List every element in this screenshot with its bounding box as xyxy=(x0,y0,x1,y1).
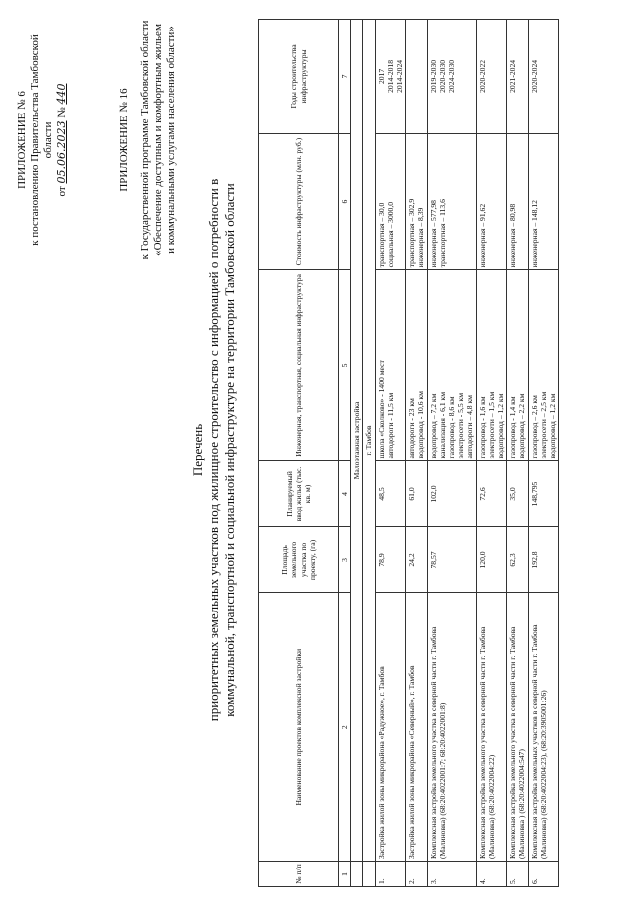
col-number: 4 xyxy=(339,461,351,527)
row-number: 6. xyxy=(528,861,559,886)
handwritten-date: 05.06.2023 xyxy=(55,120,68,184)
appendix-6-basis: к постановлению Правительства Тамбовской области xyxy=(29,34,54,246)
infrastructure-value: школа «Сколково» - 1400 мест автодороги - 11,5 км xyxy=(375,270,406,461)
area-value: 78,57 xyxy=(427,527,476,593)
header-project-name: Наименование проектов комплексной застройки xyxy=(259,593,339,862)
years-value: 2019-2030 2020-2030 2024-2030 xyxy=(427,20,476,134)
appendix-16-title: ПРИЛОЖЕНИЕ № 16 xyxy=(118,88,130,192)
cost-value: инженерная – 148,12 xyxy=(528,133,559,270)
housing-value: 102,0 xyxy=(427,461,476,527)
table-row xyxy=(375,20,406,887)
project-name: Комплексная застройка земельных участков в северной части г. Тамбова (Малиновка) (68:20:4022004:23), (68:20:3905001:26) xyxy=(528,593,559,862)
cost-value: инженерная – 80,98 xyxy=(507,133,528,270)
header-area: Площадь земельного участка по проекту, (га) xyxy=(259,527,339,593)
housing-value: 48,5 xyxy=(375,461,406,527)
years-value: 2017 2014-2018 2014-2024 xyxy=(375,20,406,134)
years-value: 2021-2024 xyxy=(507,20,528,134)
header-infrastructure: Инженерная, транспортная, социальная инфраструктура xyxy=(259,270,339,461)
years-value xyxy=(406,20,427,134)
col-number: 5 xyxy=(339,270,351,461)
cost-value: инженерная – 577,98 транспортная – 113,6 xyxy=(427,133,476,270)
infrastructure-value: водопровод – 7,2 км канализация - 6,1 км газопровод - 8,6 км электросети - 5,5 км автодороги – 4,8 км xyxy=(427,270,476,461)
appendix-6-date-line xyxy=(55,15,69,265)
header-number: № п/п xyxy=(259,861,339,886)
cost-value: транспортная – 302,9 инженерная – 8,39 xyxy=(406,133,427,270)
years-value: 2020-2022 xyxy=(476,20,507,134)
row-number: 1. xyxy=(375,861,406,886)
area-value: 78,9 xyxy=(375,527,406,593)
housing-value: 61,0 xyxy=(406,461,427,527)
area-value: 120,0 xyxy=(476,527,507,593)
appendix-16-line-3: и коммунальными услугами населения области» xyxy=(165,26,177,254)
housing-value: 148,795 xyxy=(528,461,559,527)
housing-value: 35,0 xyxy=(507,461,528,527)
appendix-16-header xyxy=(118,15,178,265)
group-row-city xyxy=(363,20,375,887)
row-number: 5. xyxy=(507,861,528,886)
infrastructure-value: автодороги - 23 км водопровод - 10,6 км xyxy=(406,270,427,461)
header-years: Годы строительства инфраструктуры xyxy=(259,20,339,134)
years-value: 2020-2024 xyxy=(528,20,559,134)
group-city-label: г. Тамбов xyxy=(363,20,375,862)
group-row-low-rise xyxy=(351,20,363,887)
area-value: 62,3 xyxy=(507,527,528,593)
col-number: 1 xyxy=(339,861,351,886)
area-value: 24,2 xyxy=(406,527,427,593)
project-name: Застройка жилой зоны микрорайона «Северный», г. Тамбов xyxy=(406,593,427,862)
row-number: 3. xyxy=(427,861,476,886)
table-row xyxy=(507,20,528,887)
infrastructure-value: газопровод - 1,6 км электросети – 1,5 км водопровод – 1,2 км xyxy=(476,270,507,461)
project-name: Комплексная застройка земельного участка в северной части г. Тамбова (Малиновка ) (68:20:4022004:547) xyxy=(507,593,528,862)
project-name: Застройка жилой зоны микрорайона «Радужное», г. Тамбов xyxy=(375,593,406,862)
appendix-6-header xyxy=(16,15,69,265)
title-line-3: коммунальной, транспортной и социальной инфраструктуре на территории Тамбовской области xyxy=(222,183,237,717)
cost-value: транспортная – 30,0 социальная – 3000,0 xyxy=(375,133,406,270)
appendix-6-title: ПРИЛОЖЕНИЕ № 6 xyxy=(16,91,28,189)
table-header-row xyxy=(259,20,339,887)
project-name: Комплексная застройка земельного участка в северной части г. Тамбова (Малиновка) (68:20:4022001:7; 68:20:4022001:8) xyxy=(427,593,476,862)
title-line-2: приоритетных земельных участков под жилищное строительство с информацией о потребности в xyxy=(206,178,221,722)
col-number: 7 xyxy=(339,20,351,134)
title-line-1: Перечень xyxy=(190,423,205,477)
appendix-16-line-2: «Обеспечение доступным и комфортным жильем xyxy=(152,24,164,256)
row-number: 2. xyxy=(406,861,427,886)
col-number: 6 xyxy=(339,133,351,270)
document-title xyxy=(190,35,238,865)
project-name: Комплексная застройка земельного участка в северной части г. Тамбова (Малиновка) (68:20:4022004:22) xyxy=(476,593,507,862)
row-number: 4. xyxy=(476,861,507,886)
header-housing: Планируемый ввод жилья (тыс. кв. м) xyxy=(259,461,339,527)
table-row xyxy=(427,20,476,887)
number-prefix: № xyxy=(56,107,68,118)
column-number-row xyxy=(339,20,351,887)
header-cost: Стоимость инфраструктуры (млн. руб.) xyxy=(259,133,339,270)
appendix-16-line-1: к Государственной программе Тамбовской области xyxy=(139,20,151,260)
infrastructure-value: газопровод - 1,4 км водопровод – 2,2 км xyxy=(507,270,528,461)
plots-table xyxy=(258,19,559,887)
handwritten-number: 440 xyxy=(55,83,68,105)
area-value: 192,8 xyxy=(528,527,559,593)
date-prefix: от xyxy=(56,186,68,197)
table-row xyxy=(476,20,507,887)
col-number: 2 xyxy=(339,593,351,862)
infrastructure-value: газопровод – 2,6 км электросети – 2,5 км водопровод – 1,2 км xyxy=(528,270,559,461)
table-row xyxy=(406,20,427,887)
col-number: 3 xyxy=(339,527,351,593)
table-row xyxy=(528,20,559,887)
cost-value: инженерная – 91,62 xyxy=(476,133,507,270)
housing-value: 72,6 xyxy=(476,461,507,527)
group-label: Малоэтажная застройка xyxy=(351,20,363,862)
